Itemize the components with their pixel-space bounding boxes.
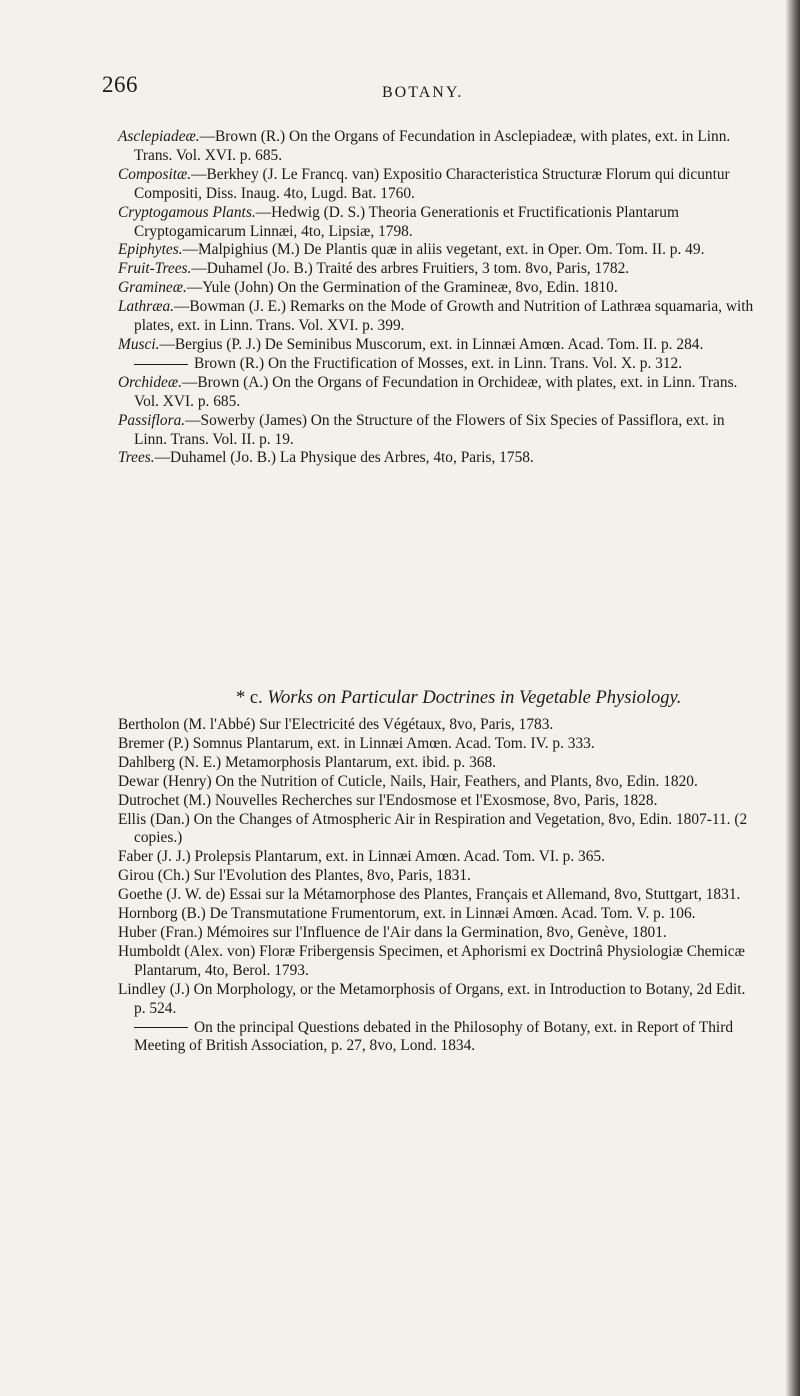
entry-topic: Orchideæ. [118,373,182,391]
bibliography-entry [118,811,758,849]
ditto-dash [134,1027,188,1028]
entry-citation: Bremer (P.) Somnus Plantarum, ext. in Linnæi Amœn. Acad. Tom. IV. p. 333. [118,734,595,752]
bibliography-entry [118,754,758,773]
bibliography-entry [118,449,758,468]
section-heading [236,688,681,709]
entry-citation: Faber (J. J.) Prolepsis Plantarum, ext. in Linnæi Amœn. Acad. Tom. VI. p. 365. [118,848,605,866]
entry-topic: Trees. [118,449,155,467]
bibliography-entry [118,166,758,204]
bibliography-entry [118,773,758,792]
bibliography-entry [118,336,758,355]
entry-citation: Humboldt (Alex. von) Floræ Fribergensis Specimen, et Aphorismi ex Doctrinâ Physiologiæ Chemicæ Plantarum, 4to, Berol. 1793. [118,942,745,979]
section-heading-title: Works on Particular Doctrines in Vegetable Physiology. [267,688,682,708]
entry-citation: Brown (R.) On the Fructification of Mosses, ext. in Linn. Trans. Vol. X. p. 312. [194,354,683,372]
ditto-dash [134,364,188,365]
entry-citation: Bertholon (M. l'Abbé) Sur l'Electricité des Végétaux, 8vo, Paris, 1783. [118,716,554,733]
entry-citation: Dewar (Henry) On the Nutrition of Cuticle, Nails, Hair, Feathers, and Plants, 8vo, Edin. 1820. [118,772,698,790]
bibliography-section-topics [118,128,758,468]
bibliography-entry [118,886,758,905]
entry-topic: Compositæ. [118,165,192,183]
entry-citation: Lindley (J.) On Morphology, or the Metamorphosis of Organs, ext. in Introduction to Botany, 2d Edit. p. 524. [118,980,746,1017]
entry-citation: Dutrochet (M.) Nouvelles Recherches sur l'Endosmose et l'Exosmose, 8vo, Paris, 1828. [118,791,658,809]
bibliography-entry [118,279,758,298]
bibliography-section-doctrines [118,716,758,1056]
entry-citation: —Bergius (P. J.) De Seminibus Muscorum, ext. in Linnæi Amœn. Acad. Tom. II. p. 284. [159,335,704,353]
bibliography-entry [118,792,758,811]
entry-topic: Cryptogamous Plants. [118,203,256,221]
entry-citation: —Brown (A.) On the Organs of Fecundation in Orchideæ, with plates, ext. in Linn. Trans. Vol. XVI. p. 685. [134,373,738,410]
entry-topic: Passiflora. [118,411,186,429]
bibliography-entry [118,905,758,924]
entry-topic: Epiphytes. [118,241,183,259]
entry-topic: Fruit-Trees. [118,260,192,278]
entry-citation: Girou (Ch.) Sur l'Evolution des Plantes, 8vo, Paris, 1831. [118,867,471,885]
bibliography-entry [118,241,758,260]
entry-citation: —Duhamel (Jo. B.) La Physique des Arbres, 4to, Paris, 1758. [154,449,534,467]
bibliography-entry [118,735,758,754]
bibliography-entry [118,981,758,1019]
entry-citation: Ellis (Dan.) On the Changes of Atmospheric Air in Respiration and Vegetation, 8vo, Edin. 1807-11. (2 copies.) [118,810,748,847]
bibliography-entry [118,128,758,166]
bibliography-entry [118,355,758,374]
bibliography-entry [118,1019,758,1057]
bibliography-entry [118,867,758,886]
bibliography-entry [118,716,758,735]
entry-citation: —Bowman (J. E.) Remarks on the Mode of Growth and Nutrition of Lathræa squamaria, with plates, ext. in Linn. Trans. Vol. XVI. p. 399. [134,298,754,335]
bibliography-entry [118,412,758,450]
entry-citation: —Malpighius (M.) De Plantis quæ in aliis vegetant, ext. in Oper. Om. Tom. II. p. 49. [182,241,705,259]
entry-citation: —Hedwig (D. S.) Theoria Generationis et Fructificationis Plantarum Cryptogamicarum Linnæi, 4to, Lipsiæ, 1798. [134,203,679,240]
page-number: 266 [102,72,138,97]
entry-topic: Asclepiadeæ. [118,128,200,145]
bibliography-entry [118,204,758,242]
entry-citation: Hornborg (B.) De Transmutatione Frumentorum, ext. in Linnæi Amœn. Acad. Tom. V. p. 106. [118,905,696,923]
section-heading-prefix: * c. [236,688,263,708]
entry-topic: Musci. [118,335,160,353]
page-edge-shadow [786,0,800,1396]
bibliography-entry [118,943,758,981]
entry-citation: On the principal Questions debated in the Philosophy of Botany, ext. in Report of Third Meeting of British Association, p. 27, 8vo, Lond. 1834. [134,1018,734,1055]
bibliography-entry [118,374,758,412]
entry-citation: —Berkhey (J. Le Francq. van) Expositio Characteristica Structuræ Florum qui dicuntur Compositi, Diss. Inaug. 4to, Lugd. Bat. 1760. [134,165,730,202]
entry-topic: Gramineæ. [118,279,187,297]
entry-citation: —Yule (John) On the Germination of the Gramineæ, 8vo, Edin. 1810. [186,279,618,297]
entry-citation: Goethe (J. W. de) Essai sur la Métamorphose des Plantes, Français et Allemand, 8vo, Stuttgart, 1831. [118,886,741,904]
entry-citation: —Brown (R.) On the Organs of Fecundation in Asclepiadeæ, with plates, ext. in Linn. Trans. Vol. XVI. p. 685. [134,128,731,164]
bibliography-entry [118,848,758,867]
bibliography-entry [118,924,758,943]
entry-topic: Lathræa. [118,298,175,316]
entry-citation: —Duhamel (Jo. B.) Traité des arbres Fruitiers, 3 tom. 8vo, Paris, 1782. [191,260,630,278]
entry-citation: Huber (Fran.) Mémoires sur l'Influence de l'Air dans la Germination, 8vo, Genève, 1801. [118,923,667,941]
bibliography-entry [118,260,758,279]
running-title: BOTANY. [382,84,464,101]
entry-citation: Dahlberg (N. E.) Metamorphosis Plantarum, ext. ibid. p. 368. [118,753,497,771]
bibliography-entry [118,298,758,336]
entry-citation: —Sowerby (James) On the Structure of the Flowers of Six Species of Passiflora, ext. in Linn. Trans. Vol. II. p. 19. [134,411,725,448]
